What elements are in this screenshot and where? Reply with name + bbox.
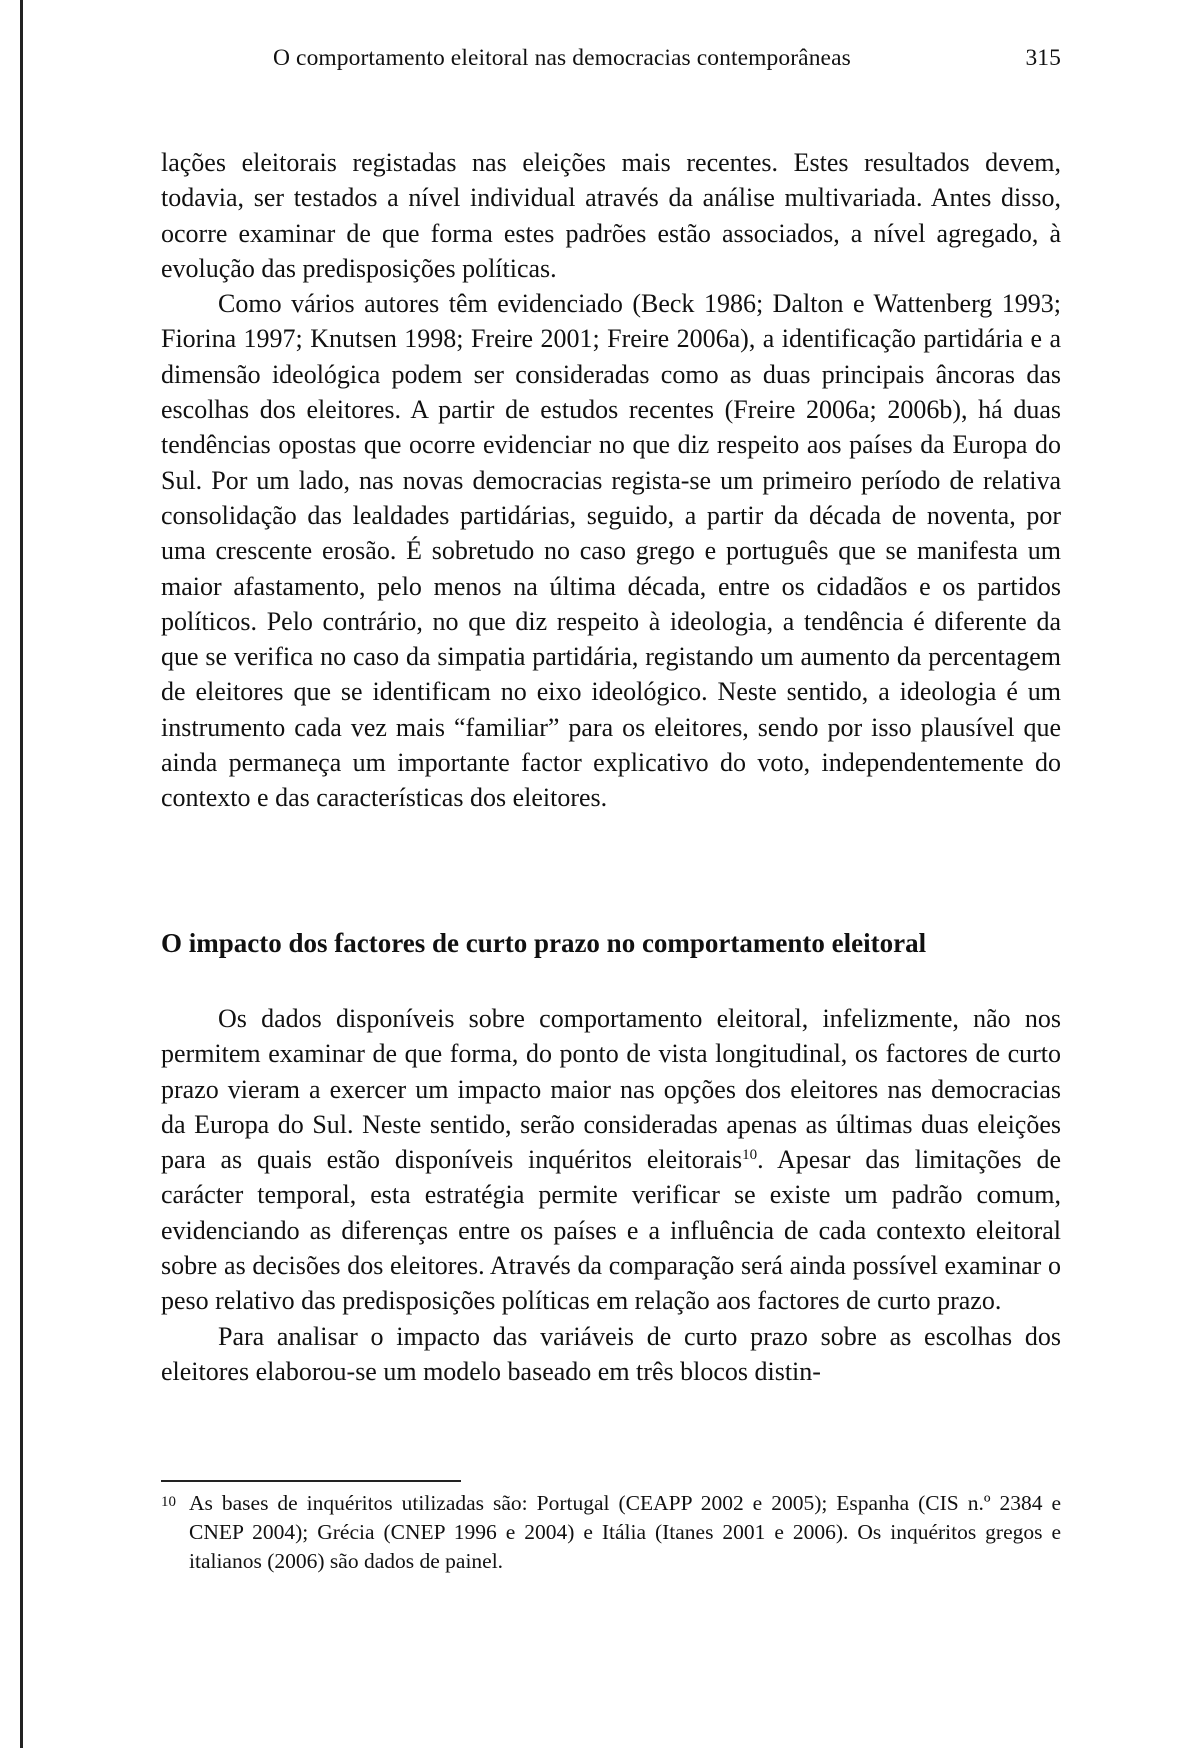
paragraph-text: . Apesar das limitações de carácter temporal, esta estratégia permite verificar se existe um padrão comum, evidenciando as diferenças entre os países e a influência de cada contexto eleitoral sobre as decisões dos eleitores. Através da comparação será ainda possível examinar o peso relativo das predisposições políticas em relação aos factores de curto prazo. xyxy=(161,1145,1061,1316)
footnote-reference[interactable]: 10 xyxy=(742,1147,758,1164)
paragraph: lações eleitorais registadas nas eleições mais recentes. Estes resultados devem, todavia, ser testados a nível individual através da análise multivariada. Antes disso, ocorre examinar de que forma estes padrões estão associados, a nível agregado, à evolução das predisposições políticas. xyxy=(161,148,1061,283)
paragraph-text: Os dados disponíveis sobre comportamento eleitoral, infelizmente, não nos permitem examinar de que forma, do ponto de vista longitudinal, os factores de curto prazo vieram a exercer um impacto maior nas opções dos eleitores nas democracias da Europa do Sul. Neste sentido, serão consideradas apenas as últimas duas eleições para as quais estão disponíveis inquéritos eleitorais xyxy=(161,1004,1061,1175)
footnote xyxy=(161,1488,1061,1576)
body-text xyxy=(161,145,1061,816)
footnote-text: As bases de inquéritos utilizadas são: Portugal (CEAPP 2002 e 2005); Espanha (CIS n.º 2384 e CNEP 2004); Grécia (CNEP 1996 e 2004) e Itália (Itanes 2001 e 2006). Os inquéritos gregos e italianos (2006) são dados de painel. xyxy=(189,1491,1061,1573)
section-heading: O impacto dos factores de curto prazo no comportamento eleitoral xyxy=(161,928,927,958)
page-number: 315 xyxy=(1025,45,1061,71)
paragraph: Como vários autores têm evidenciado (Beck 1986; Dalton e Wattenberg 1993; Fiorina 1997; Knutsen 1998; Freire 2001; Freire 2006a), a identificação partidária e a dimensão ideológica podem ser consideradas como as duas principais âncoras das escolhas dos eleitores. A partir de estudos recentes (Freire 2006a; 2006b), há duas tendências opostas que ocorre evidenciar no que diz respeito aos países da Europa do Sul. Por um lado, nas novas democracias regista-se um primeiro período de relativa consolidação das lealdades partidárias, seguido, a partir da década de noventa, por uma crescente erosão. É sobretudo no caso grego e português que se manifesta um maior afastamento, pelo menos na última década, entre os cidadãos e os partidos políticos. Pelo contrário, no que diz respeito à ideologia, a tendência é diferente da que se verifica no caso da simpatia partidária, registando um aumento da percentagem de eleitores que se identificam no eixo ideológico. Neste sentido, a ideologia é um instrumento cada vez mais “familiar” para os eleitores, sendo por isso plausível que ainda permaneça um importante factor explicativo do voto, independentemente do contexto e das características dos eleitores. xyxy=(161,289,1061,813)
section-body-text xyxy=(161,1001,1061,1389)
footnote-mark: 10 xyxy=(161,1494,176,1510)
running-title: O comportamento eleitoral nas democracias contemporâneas xyxy=(273,45,851,71)
paragraph xyxy=(161,1001,1061,1319)
footnote-separator xyxy=(161,1480,461,1482)
paragraph: Para analisar o impacto das variáveis de curto prazo sobre as escolhas dos eleitores elaborou-se um modelo baseado em três blocos distin- xyxy=(161,1321,1061,1386)
page-edge-rule xyxy=(20,0,23,1748)
